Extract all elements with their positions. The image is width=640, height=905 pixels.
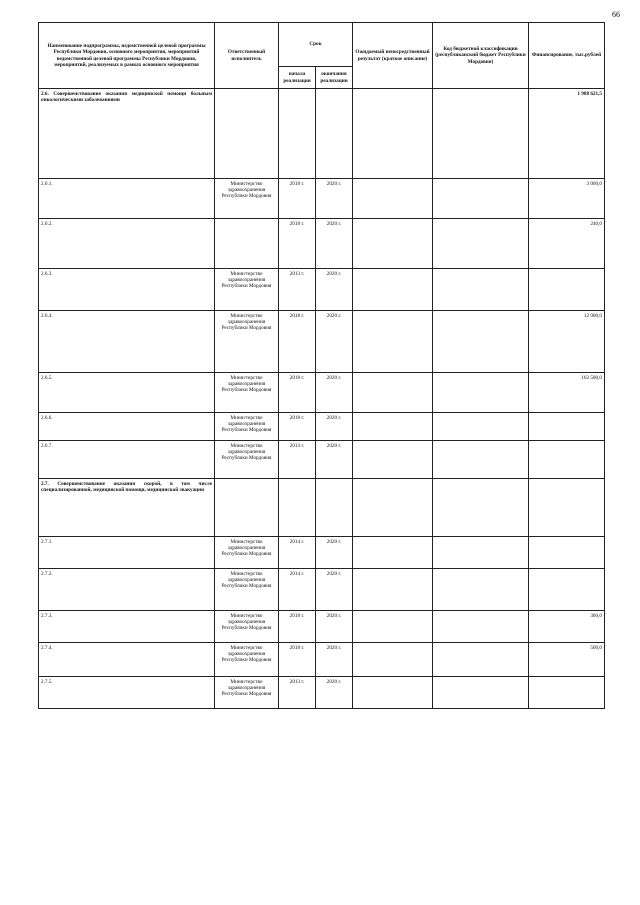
row-end: 2020 г. — [316, 677, 353, 709]
row-name: 2.6.1. — [39, 179, 215, 219]
row-executor: Министерство здравоохранения Республики Мордовия — [215, 569, 279, 611]
row-start: 2018 г. — [279, 643, 316, 677]
row-name: 2.6. Совершенствование оказания медицинской помощи больным онкологическими заболеваниями — [39, 89, 215, 179]
row-result — [353, 89, 433, 179]
row-code — [433, 569, 529, 611]
row-code — [433, 89, 529, 179]
row-start — [279, 89, 316, 179]
row-code — [433, 269, 529, 311]
row-end: 2020 г. — [316, 611, 353, 643]
row-executor — [215, 219, 279, 269]
row-executor: Министерство здравоохранения Республики Мордовия — [215, 643, 279, 677]
row-start: 2013 г. — [279, 677, 316, 709]
row-funding — [529, 413, 605, 441]
row-name: 2.6.6. — [39, 413, 215, 441]
table-row — [39, 89, 605, 179]
row-code — [433, 413, 529, 441]
row-result — [353, 373, 433, 413]
header-end: окончания реализации — [316, 67, 353, 89]
row-name: 2.7. Совершенствование оказания скорой, в том числе специализированной, медицинской помощи, медицинской эвакуации — [39, 479, 215, 537]
row-start: 2018 г. — [279, 413, 316, 441]
row-start: 2018 г. — [279, 611, 316, 643]
row-code — [433, 441, 529, 479]
row-end: 2020 г. — [316, 179, 353, 219]
row-result — [353, 413, 433, 441]
row-name: 2.7.2. — [39, 569, 215, 611]
row-code — [433, 537, 529, 569]
table-row — [39, 479, 605, 537]
row-name: 2.6.2. — [39, 219, 215, 269]
header-term: Срок — [279, 23, 353, 67]
row-executor — [215, 479, 279, 537]
row-end: 2020 г. — [316, 219, 353, 269]
table-row — [39, 269, 605, 311]
program-table — [38, 22, 605, 709]
row-executor: Министерство здравоохранения Республики Мордовия — [215, 311, 279, 373]
program-table-body — [39, 89, 605, 709]
row-end: 2020 г. — [316, 311, 353, 373]
row-result — [353, 311, 433, 373]
row-result — [353, 441, 433, 479]
row-code — [433, 311, 529, 373]
row-result — [353, 611, 433, 643]
row-name: 2.7.5. — [39, 677, 215, 709]
row-start: 2018 г. — [279, 373, 316, 413]
page-number: 66 — [612, 10, 620, 19]
row-end: 2020 г. — [316, 537, 353, 569]
header-row-1 — [39, 23, 605, 67]
table-row — [39, 413, 605, 441]
row-executor: Министерство здравоохранения Республики Мордовия — [215, 611, 279, 643]
row-start: 2018 г. — [279, 179, 316, 219]
row-name: 2.6.3. — [39, 269, 215, 311]
row-funding: 1 988 621,5 — [529, 89, 605, 179]
row-executor: Министерство здравоохранения Республики Мордовия — [215, 537, 279, 569]
table-row — [39, 643, 605, 677]
row-end: 2020 г. — [316, 413, 353, 441]
row-code — [433, 219, 529, 269]
row-start: 2014 г. — [279, 537, 316, 569]
row-result — [353, 643, 433, 677]
table-row — [39, 569, 605, 611]
row-name: 2.7.3. — [39, 611, 215, 643]
row-funding — [529, 537, 605, 569]
row-funding: 500,0 — [529, 643, 605, 677]
row-start: 2013 г. — [279, 441, 316, 479]
row-funding: 3 000,0 — [529, 179, 605, 219]
table-row — [39, 611, 605, 643]
row-start: 2013 г. — [279, 269, 316, 311]
row-funding: 12 000,0 — [529, 311, 605, 373]
row-code — [433, 677, 529, 709]
row-result — [353, 179, 433, 219]
row-start: 2014 г. — [279, 569, 316, 611]
table-row — [39, 677, 605, 709]
row-code — [433, 479, 529, 537]
row-funding: 162 500,0 — [529, 373, 605, 413]
header-funding: Финансирование, тыс.рублей — [529, 23, 605, 89]
row-name: 2.6.5. — [39, 373, 215, 413]
row-funding: 300,0 — [529, 611, 605, 643]
row-name: 2.7.1. — [39, 537, 215, 569]
row-end — [316, 479, 353, 537]
row-result — [353, 537, 433, 569]
row-start: 2018 г. — [279, 219, 316, 269]
row-funding: 240,0 — [529, 219, 605, 269]
row-result — [353, 219, 433, 269]
row-start — [279, 479, 316, 537]
row-funding — [529, 441, 605, 479]
row-executor — [215, 89, 279, 179]
row-executor: Министерство здравоохранения Республики Мордовия — [215, 179, 279, 219]
row-name: 2.7.4. — [39, 643, 215, 677]
row-funding — [529, 269, 605, 311]
row-result — [353, 569, 433, 611]
table-row — [39, 179, 605, 219]
row-funding — [529, 479, 605, 537]
table-row — [39, 373, 605, 413]
header-result: Ожидаемый непосредственный результат (краткое описание) — [353, 23, 433, 89]
row-end — [316, 89, 353, 179]
table-row — [39, 311, 605, 373]
row-end: 2020 г. — [316, 373, 353, 413]
row-executor: Министерство здравоохранения Республики Мордовия — [215, 269, 279, 311]
row-end: 2020 г. — [316, 569, 353, 611]
row-executor: Министерство здравоохранения Республики Мордовия — [215, 441, 279, 479]
header-name: Наименование подпрограммы, ведомственной целевой программы Республики Мордовия, основного мероприятия, мероприятий ведомственной целевой программы Республики Мордовия, мероприятий, реализуемых в рамках основного мероприятия — [39, 23, 215, 89]
row-name: 2.6.4. — [39, 311, 215, 373]
table-row — [39, 537, 605, 569]
table-row — [39, 441, 605, 479]
header-start: начала реализации — [279, 67, 316, 89]
row-funding — [529, 569, 605, 611]
row-name: 2.6.7. — [39, 441, 215, 479]
row-end: 2020 г. — [316, 269, 353, 311]
row-funding — [529, 677, 605, 709]
table-row — [39, 219, 605, 269]
row-code — [433, 179, 529, 219]
row-code — [433, 643, 529, 677]
row-executor: Министерство здравоохранения Республики Мордовия — [215, 373, 279, 413]
row-code — [433, 611, 529, 643]
row-result — [353, 269, 433, 311]
row-result — [353, 677, 433, 709]
row-executor: Министерство здравоохранения Республики Мордовия — [215, 677, 279, 709]
row-executor: Министерство здравоохранения Республики Мордовия — [215, 413, 279, 441]
row-result — [353, 479, 433, 537]
row-code — [433, 373, 529, 413]
row-end: 2020 г. — [316, 441, 353, 479]
header-code: Код бюджетной классификации (республиканский бюджет Республики Мордовия) — [433, 23, 529, 89]
row-start: 2018 г. — [279, 311, 316, 373]
header-executor: Ответственный исполнитель — [215, 23, 279, 89]
row-end: 2020 г. — [316, 643, 353, 677]
